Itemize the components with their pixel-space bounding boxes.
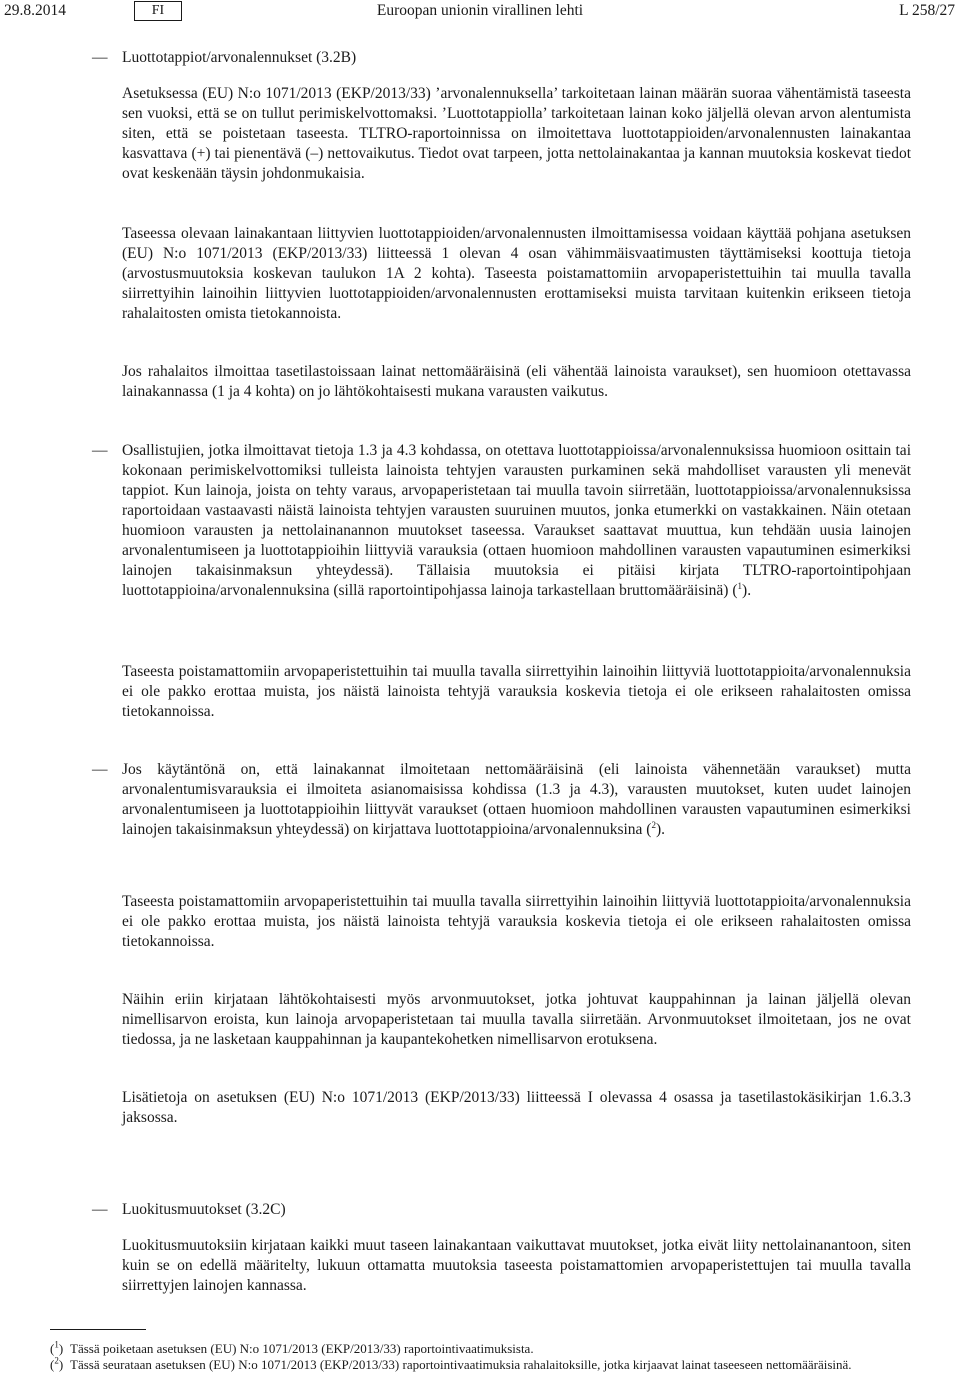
paragraph-further-info: Lisätietoja on asetuksen (EU) N:o 1071/2013 (EKP/2013/33) liitteessä I olevassa 4 osassa ja tasetilastokäsikirjan 1.6.3.3 jaksossa. (122, 1089, 911, 1126)
footnote-text: Tässä seurataan asetuksen (EU) N:o 1071/2013 (EKP/2013/33) raportointivaatimuksia rahalaitoksille, jotka kirjaavat lainat taseeseen nettomääräisinä. (70, 1357, 852, 1372)
paragraph-definitions: Asetuksessa (EU) N:o 1071/2013 (EKP/2013/33) ’arvonalennuksella’ tarkoitetaan lainan määrän suoraa vähentämistä taseesta sen vuoksi, että se on tullut perimiskelvottomaksi. ’Luottotappiolla’ tarkoitetaan lainan koko jäljellä olevan arvon alentumista siten, että se poistetaan taseesta. TLTRO-raportoinnissa on ilmoitettava luottotappioiden/arvonalennusten lainakantaa kasvattava (+) tai pienentävä (–) nettovaikutus. Tiedot ovat tarpeen, jotta nettolainakantaa ja kannan muutoksia koskevat tiedot ovat keskenään täysin johdonmukaisia. (122, 85, 911, 182)
footnote-separator (50, 1329, 146, 1330)
dash-text: Osallistujien, jotka ilmoittavat tietoja 1.3 ja 4.3 kohdassa, on otettava luottotappioissa/arvonalennuksissa huomioon osittain tai kokonaan perimiskelvottomiksi tulleista lainoista tehtyjen varausten purkaminen sekä mahdolliset varausten yli menevät tappiot. Kun lainoja, joista on tehty varaus, arvopaperistetaan tai muulla tavoin siirretään, luottotappioissa/arvonalennuksissa raportoidaan vastaavasti näistä lainoista tehtyjen varausten suuruinen muutos, jonka etumerkki on vastakkainen. Näin otetaan huomioon varausten ja nettolainanannon muutokset taseessa. Varaukset saattavat muuttua, kun tehdään uusia lainojen arvonalentumiseen ja luottotappioihin liittyviä varauksia (ottaen huomioon mahdollinen varausten vapautuminen esimerkiksi lainojen takaisinmaksun yhteydessä). Tällaisia muutoksia ei pitäisi kirjata TLTRO-raportointipohjaan luottotappioina/arvonalennuksina (sillä raportointipohjassa lainoja tarkastellaan bruttomääräisinä) ($^1$). (122, 442, 911, 599)
dash-marker: — (92, 761, 108, 778)
section-title: Luokitusmuutokset (3.2C) (122, 1201, 286, 1218)
page-header (0, 0, 960, 26)
dash-text: Jos käytäntönä on, että lainakannat ilmoitetaan nettomääräisinä (eli lainoista vähennetään varaukset) mutta arvonalentumisvarauksia ei ilmoiteta asianomaisissa kohdissa (1.3 ja 4.3), varausten muutokset, kuten uudet lainojen arvonalentumiseen ja luottotappioihin liittyvät varaukset (ottaen huomioon mahdollinen varausten vapautuminen esimerkiksi lainojen takaisinmaksun yhteydessä) on kirjattava luottotappioina/arvonalennuksina ($^2$). (122, 761, 911, 838)
paragraph-reclassifications: Luokitusmuutoksiin kirjataan kaikki muut taseen lainakantaan vaikuttavat muutokset, jotka eivät liity nettolainanantoon, siten kuin se on edellä määritelty, lukuun ottamatta muutoksia taseesta poistamattomien arvopaperistettujen tai muulla tavalla siirrettyjen lainojen kannassa. (122, 1237, 911, 1294)
publication-date: 29.8.2014 (4, 2, 66, 19)
dash-marker: — (92, 442, 108, 459)
footnote-ref: 2 (651, 819, 656, 830)
footnote-ref: 1 (737, 580, 743, 591)
dash-marker: — (92, 49, 108, 66)
language-box: FI (134, 1, 182, 21)
footnote-marker: ($^1$) (50, 1339, 64, 1356)
paragraph-balance-sheet-stock: Taseessa olevaan lainakantaan liittyvien luottotappioiden/arvonalennusten ilmoittamisessa voidaan käyttää pohjana asetuksen (EU) N:o 1071/2013 (EKP/2013/33) liitteessä 1 olevan 4 osan vähimmäisvaatimusten täyttämiseksi koottuja tietoja (arvostusmuutoksia koskevan taulukon 1A 2 kohta). Taseesta poistamattomiin arvopaperistettuihin tai muulla tavalla siirrettyihin lainoihin liittyvien luottotappioiden/arvonalennusten erottamiseksi muista tarvitaan kuitenkin erikseen tietoja rahalaitosten omista tietokannoista. (122, 225, 911, 322)
footnote-text: Tässä poiketaan asetuksen (EU) N:o 1071/2013 (EKP/2013/33) raportointivaatimuksista. (70, 1341, 534, 1356)
footnote-marker: ($^2$) (50, 1355, 64, 1372)
paragraph-net-reporting: Jos rahalaitos ilmoittaa tasetilastoissaan lainat nettomääräisinä (eli vähentää lainoista varaukset), sen huomioon otettavassa lainakannassa (1 ja 4 kohta) on jo lähtökohtaisesti mukana varausten vaikutus. (122, 363, 911, 400)
dash-marker: — (92, 1201, 108, 1218)
paragraph-revaluations: Näihin eriin kirjataan lähtökohtaisesti myös arvonmuutokset, jotka johtuvat kauppahinnan ja lainan jäljellä olevan nimellisarvon eroista, kun lainoja arvopaperistetaan tai muulla tavalla siirretään. Arvonmuutokset ilmoitetaan, jos ne ovat tiedossa, ja ne lasketaan kauppahinnan ja kaupantekohetken nimellisarvon erotuksena. (122, 991, 911, 1048)
paragraph-derecognised-1: Taseesta poistamattomiin arvopaperistettuihin tai muulla tavalla siirrettyihin lainoihin liittyviä luottotappioita/arvonalennuksia ei ole pakko erottaa muista, jos näistä lainoista tehtyjä varauksia koskevia tietoja ei ole erikseen rahalaitosten omissa tietokannoissa. (122, 663, 911, 720)
journal-title: Euroopan unionin virallinen lehti (376, 2, 584, 19)
page-number: L 258/27 (899, 2, 955, 19)
paragraph-derecognised-2: Taseesta poistamattomiin arvopaperistettuihin tai muulla tavalla siirrettyihin lainoihin liittyviä luottotappioita/arvonalennuksia ei ole pakko erottaa muista, jos näistä lainoista tehtyjä varauksia koskevia tietoja ei ole erikseen rahalaitosten omissa tietokannoissa. (122, 893, 911, 950)
section-title: Luottotappiot/arvonalennukset (3.2B) (122, 49, 357, 66)
